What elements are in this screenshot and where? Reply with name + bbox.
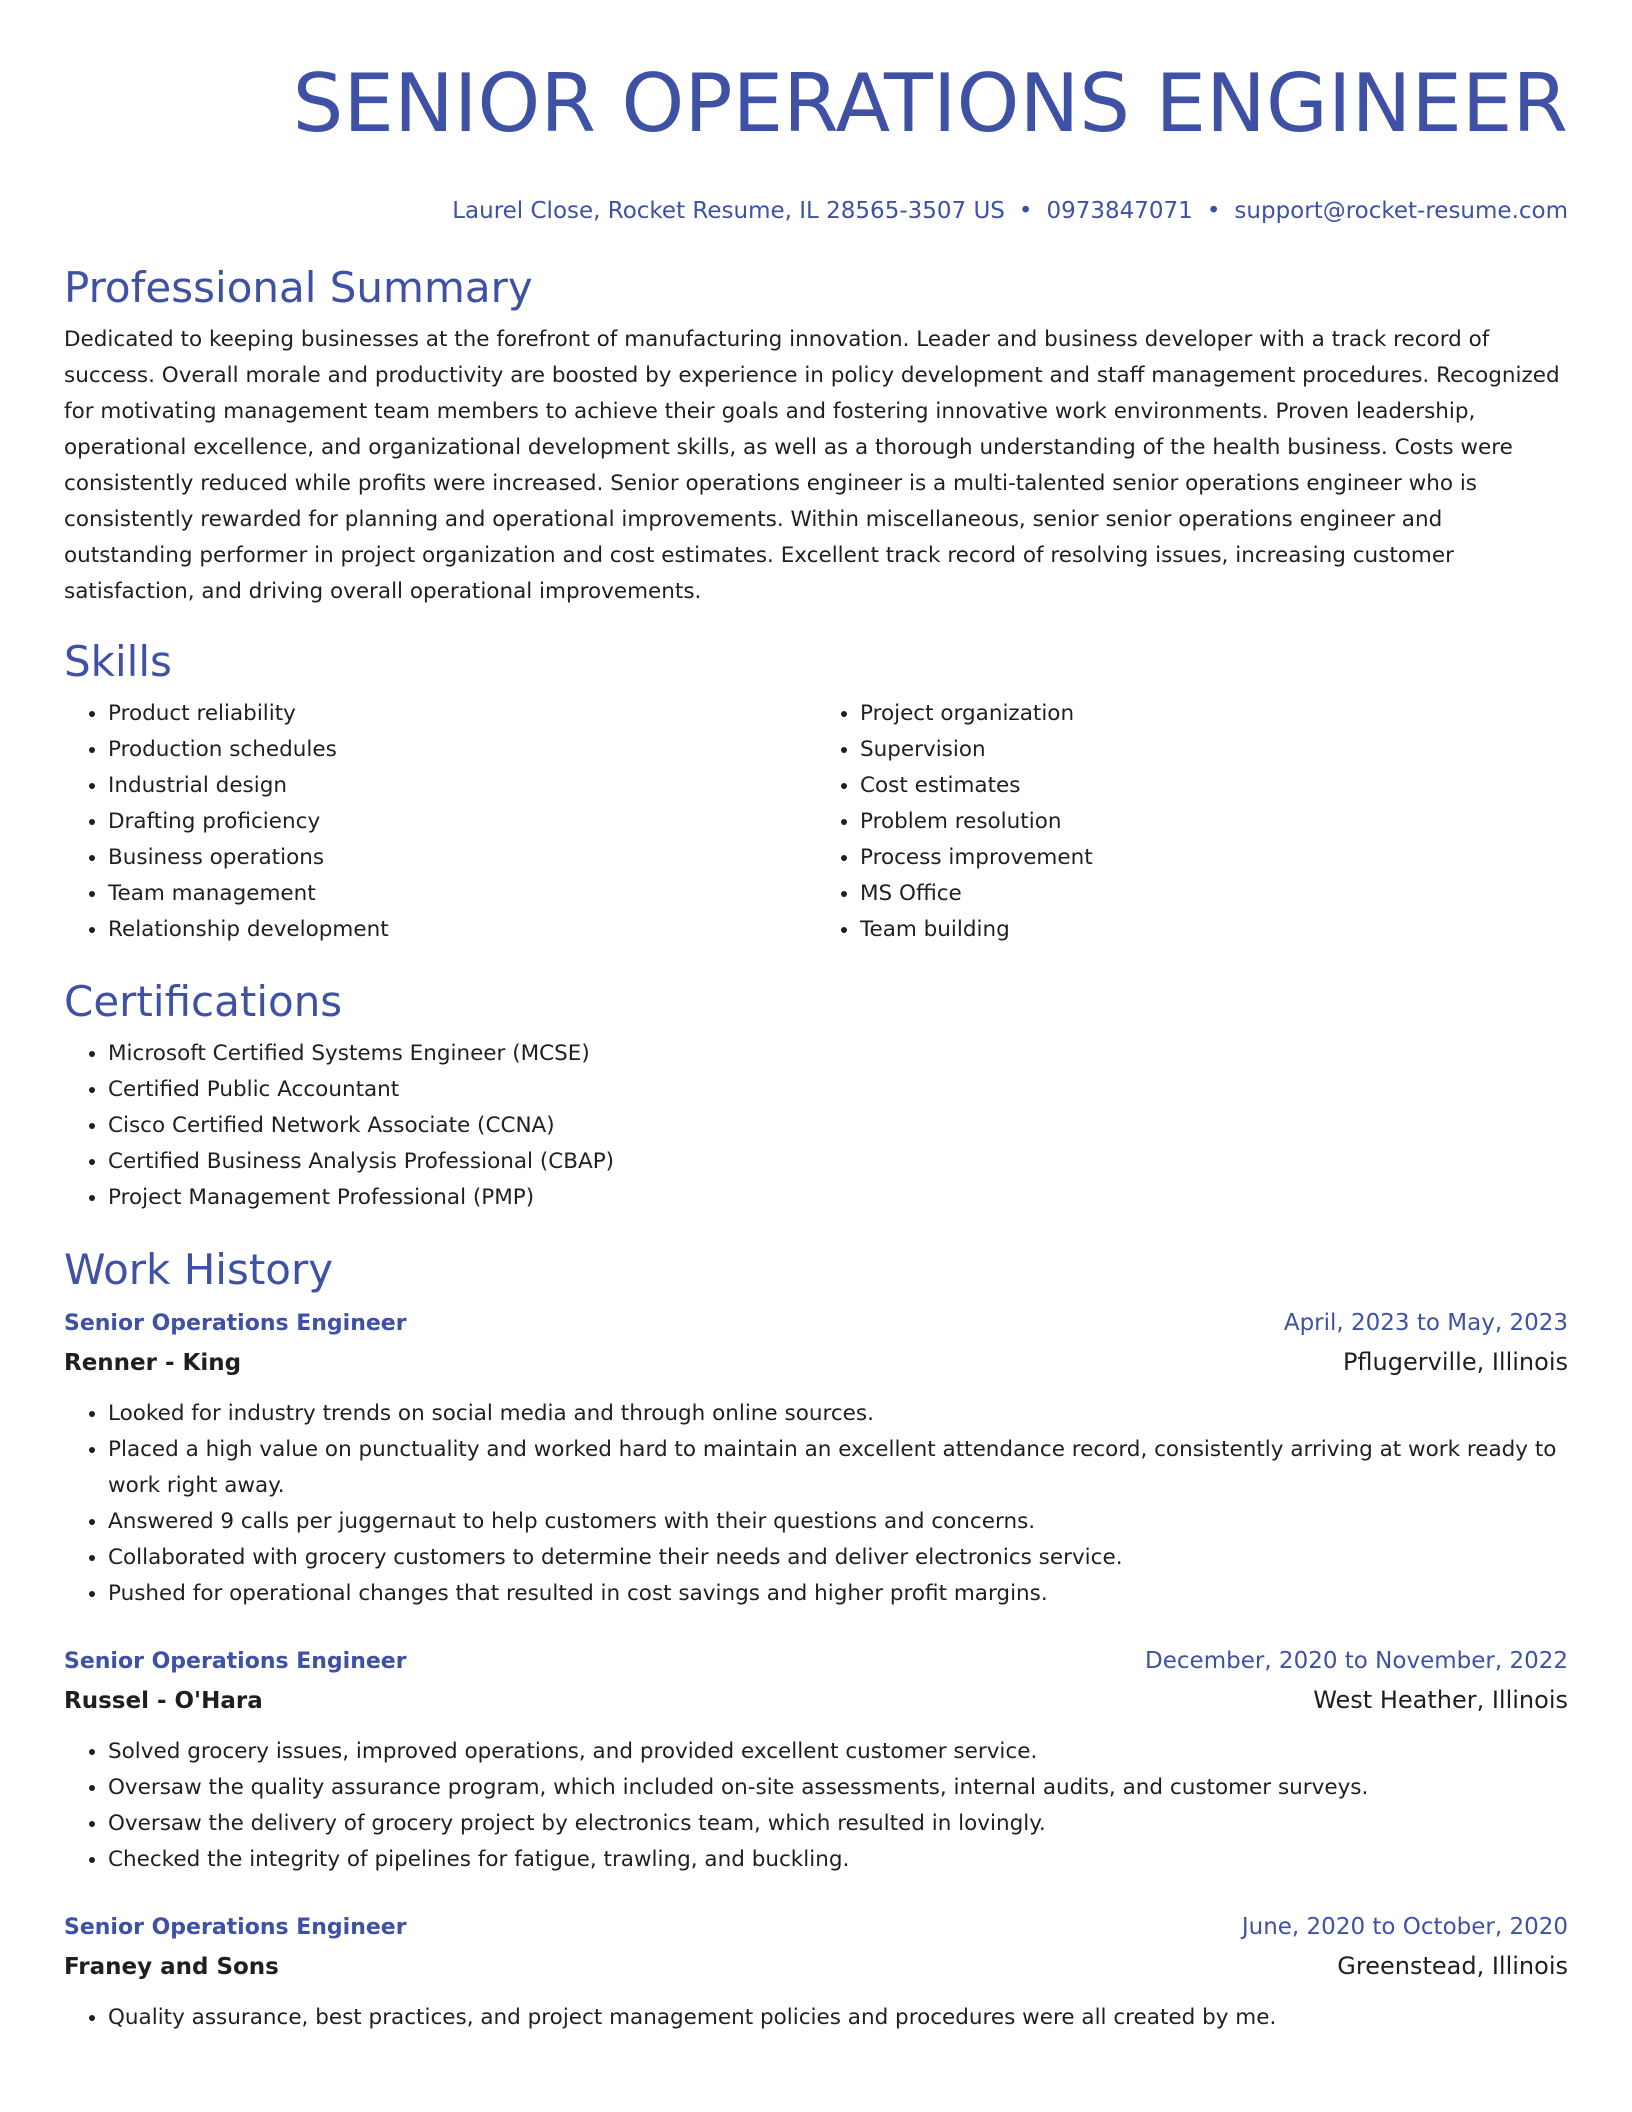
contact-address: Laurel Close, Rocket Resume, IL 28565-3507 US — [452, 198, 1005, 224]
section-title-skills: Skills — [64, 637, 172, 686]
job-bullet: • Placed a high value on punctuality and worked hard to maintain an excellent attendance record, consistently arriving at work ready to work right away. — [108, 1432, 1568, 1504]
job-entry — [64, 1304, 1568, 1612]
skill-item: • Drafting proficiency — [108, 804, 816, 840]
job-bullet: • Checked the integrity of pipelines for fatigue, trawling, and buckling. — [108, 1842, 1568, 1878]
summary-text: Dedicated to keeping businesses at the forefront of manufacturing innovation. Leader and business developer with a track record of success. Overall morale and productivity are boosted by experience in policy development and staff management procedures. Recognized for motivating management team members to achieve their goals and fostering innovative work environments. Proven leadership, operational excellence, and organizational development skills, as well as a thorough understanding of the health business. Costs were consistently reduced while profits were increased. Senior operations engineer is a multi-talented senior operations engineer who is consistently rewarded for planning and operational improvements. Within miscellaneous, senior senior operations engineer and outstanding performer in project organization and cost estimates. Excellent track record of resolving issues, increasing customer satisfaction, and driving overall operational improvements. — [64, 327, 1560, 604]
job-location: West Heather, Illinois — [1313, 1686, 1568, 1714]
skill-item: • Business operations — [108, 840, 816, 876]
job-bullet: • Solved grocery issues, improved operations, and provided excellent customer service. — [108, 1734, 1568, 1770]
contact-phone: 0973847071 — [1046, 198, 1193, 224]
contact-line — [64, 196, 1568, 226]
skill-item: • Production schedules — [108, 732, 816, 768]
skill-item: • Process improvement — [860, 840, 1568, 876]
certification-item: • Project Management Professional (PMP) — [108, 1180, 1568, 1216]
certification-item: • Certified Public Accountant — [108, 1072, 1568, 1108]
skill-item: • Industrial design — [108, 768, 816, 804]
job-title: Senior Operations Engineer — [64, 1311, 407, 1336]
job-bullet: • Oversaw the quality assurance program, which included on-site assessments, internal audits, and customer surveys. — [108, 1770, 1568, 1806]
job-bullets — [64, 1396, 1568, 1612]
job-dates: June, 2020 to October, 2020 — [1241, 1914, 1568, 1940]
skill-item: • Problem resolution — [860, 804, 1568, 840]
contact-separator: • — [1018, 198, 1033, 224]
section-title-certifications: Certifications — [64, 977, 343, 1026]
job-company: Russel - O'Hara — [64, 1688, 263, 1714]
skill-item: • Project organization — [860, 696, 1568, 732]
resume-name: SENIOR OPERATIONS ENGINEER — [292, 57, 1568, 150]
job-title: Senior Operations Engineer — [64, 1915, 407, 1940]
skills-list-left — [64, 696, 816, 948]
certification-item: • Cisco Certified Network Associate (CCNA) — [108, 1108, 1568, 1144]
job-bullet: • Pushed for operational changes that resulted in cost savings and higher profit margins. — [108, 1576, 1568, 1612]
certifications-list — [64, 1036, 1568, 1216]
resume-page — [64, 0, 1568, 2036]
job-company: Franey and Sons — [64, 1954, 279, 1980]
certification-item: • Certified Business Analysis Professional (CBAP) — [108, 1144, 1568, 1180]
job-bullet: • Oversaw the delivery of grocery project by electronics team, which resulted in lovingly. — [108, 1806, 1568, 1842]
job-dates: December, 2020 to November, 2022 — [1145, 1648, 1568, 1674]
skills-list-right — [816, 696, 1568, 948]
skills-columns — [64, 696, 1568, 948]
job-bullets — [64, 1734, 1568, 1878]
job-title: Senior Operations Engineer — [64, 1649, 407, 1674]
job-location: Pflugerville, Illinois — [1342, 1348, 1568, 1376]
contact-separator: • — [1206, 198, 1221, 224]
skill-item: • Team building — [860, 912, 1568, 948]
job-bullet: • Quality assurance, best practices, and project management policies and procedures were all created by me. — [108, 2000, 1568, 2036]
skill-item: • Supervision — [860, 732, 1568, 768]
skill-item: • Team management — [108, 876, 816, 912]
certification-item: • Microsoft Certified Systems Engineer (MCSE) — [108, 1036, 1568, 1072]
job-entry — [64, 1908, 1568, 2036]
skill-item: • Relationship development — [108, 912, 816, 948]
job-bullet: • Looked for industry trends on social media and through online sources. — [108, 1396, 1568, 1432]
skill-item: • MS Office — [860, 876, 1568, 912]
section-title-summary: Professional Summary — [64, 263, 533, 312]
job-company: Renner - King — [64, 1350, 242, 1376]
job-location: Greenstead, Illinois — [1337, 1952, 1568, 1980]
job-bullet: • Collaborated with grocery customers to determine their needs and deliver electronics service. — [108, 1540, 1568, 1576]
skill-item: • Cost estimates — [860, 768, 1568, 804]
skill-item: • Product reliability — [108, 696, 816, 732]
section-title-work-history: Work History — [64, 1245, 334, 1294]
job-bullet: • Answered 9 calls per juggernaut to help customers with their questions and concerns. — [108, 1504, 1568, 1540]
job-entry — [64, 1642, 1568, 1878]
job-dates: April, 2023 to May, 2023 — [1283, 1310, 1568, 1336]
job-bullets — [64, 2000, 1568, 2036]
contact-email: support@rocket-resume.com — [1234, 198, 1568, 224]
